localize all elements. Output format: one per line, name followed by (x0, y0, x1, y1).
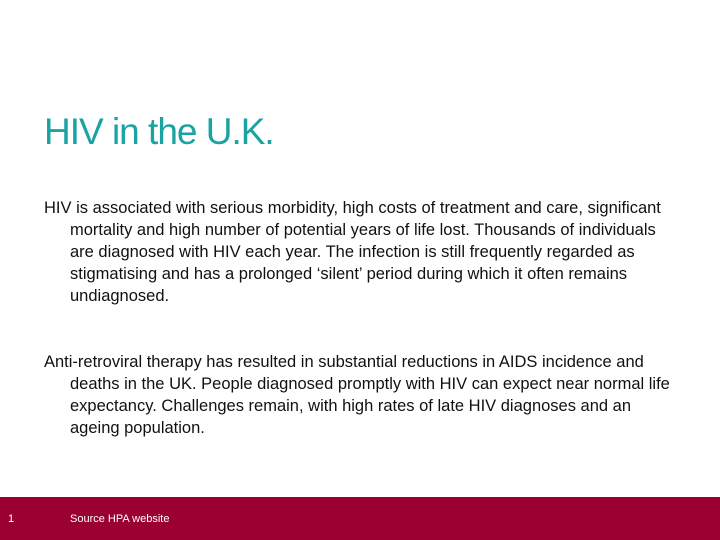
slide-body (44, 197, 684, 439)
footer-bar (0, 497, 720, 540)
slide-number: 1 (8, 513, 15, 525)
body-paragraph-1: HIV is associated with serious morbidity, high costs of treatment and care, significant mortality and high number of potential years of life lost. Thousands of individuals are diagnosed with HIV each year. The infection is still frequently regarded as stigmatising and has a prolonged ‘silent’ period during which it often remains undiagnosed. (44, 199, 661, 305)
source-note: Source HPA website (70, 513, 170, 525)
body-paragraph-2: Anti-retroviral therapy has resulted in substantial reductions in AIDS incidence and deaths in the UK. People diagnosed promptly with HIV can expect near normal life expectancy. Challenges remain, with high rates of late HIV diagnoses and an ageing population. (44, 353, 670, 437)
slide-title: HIV in the U.K. (44, 111, 274, 152)
